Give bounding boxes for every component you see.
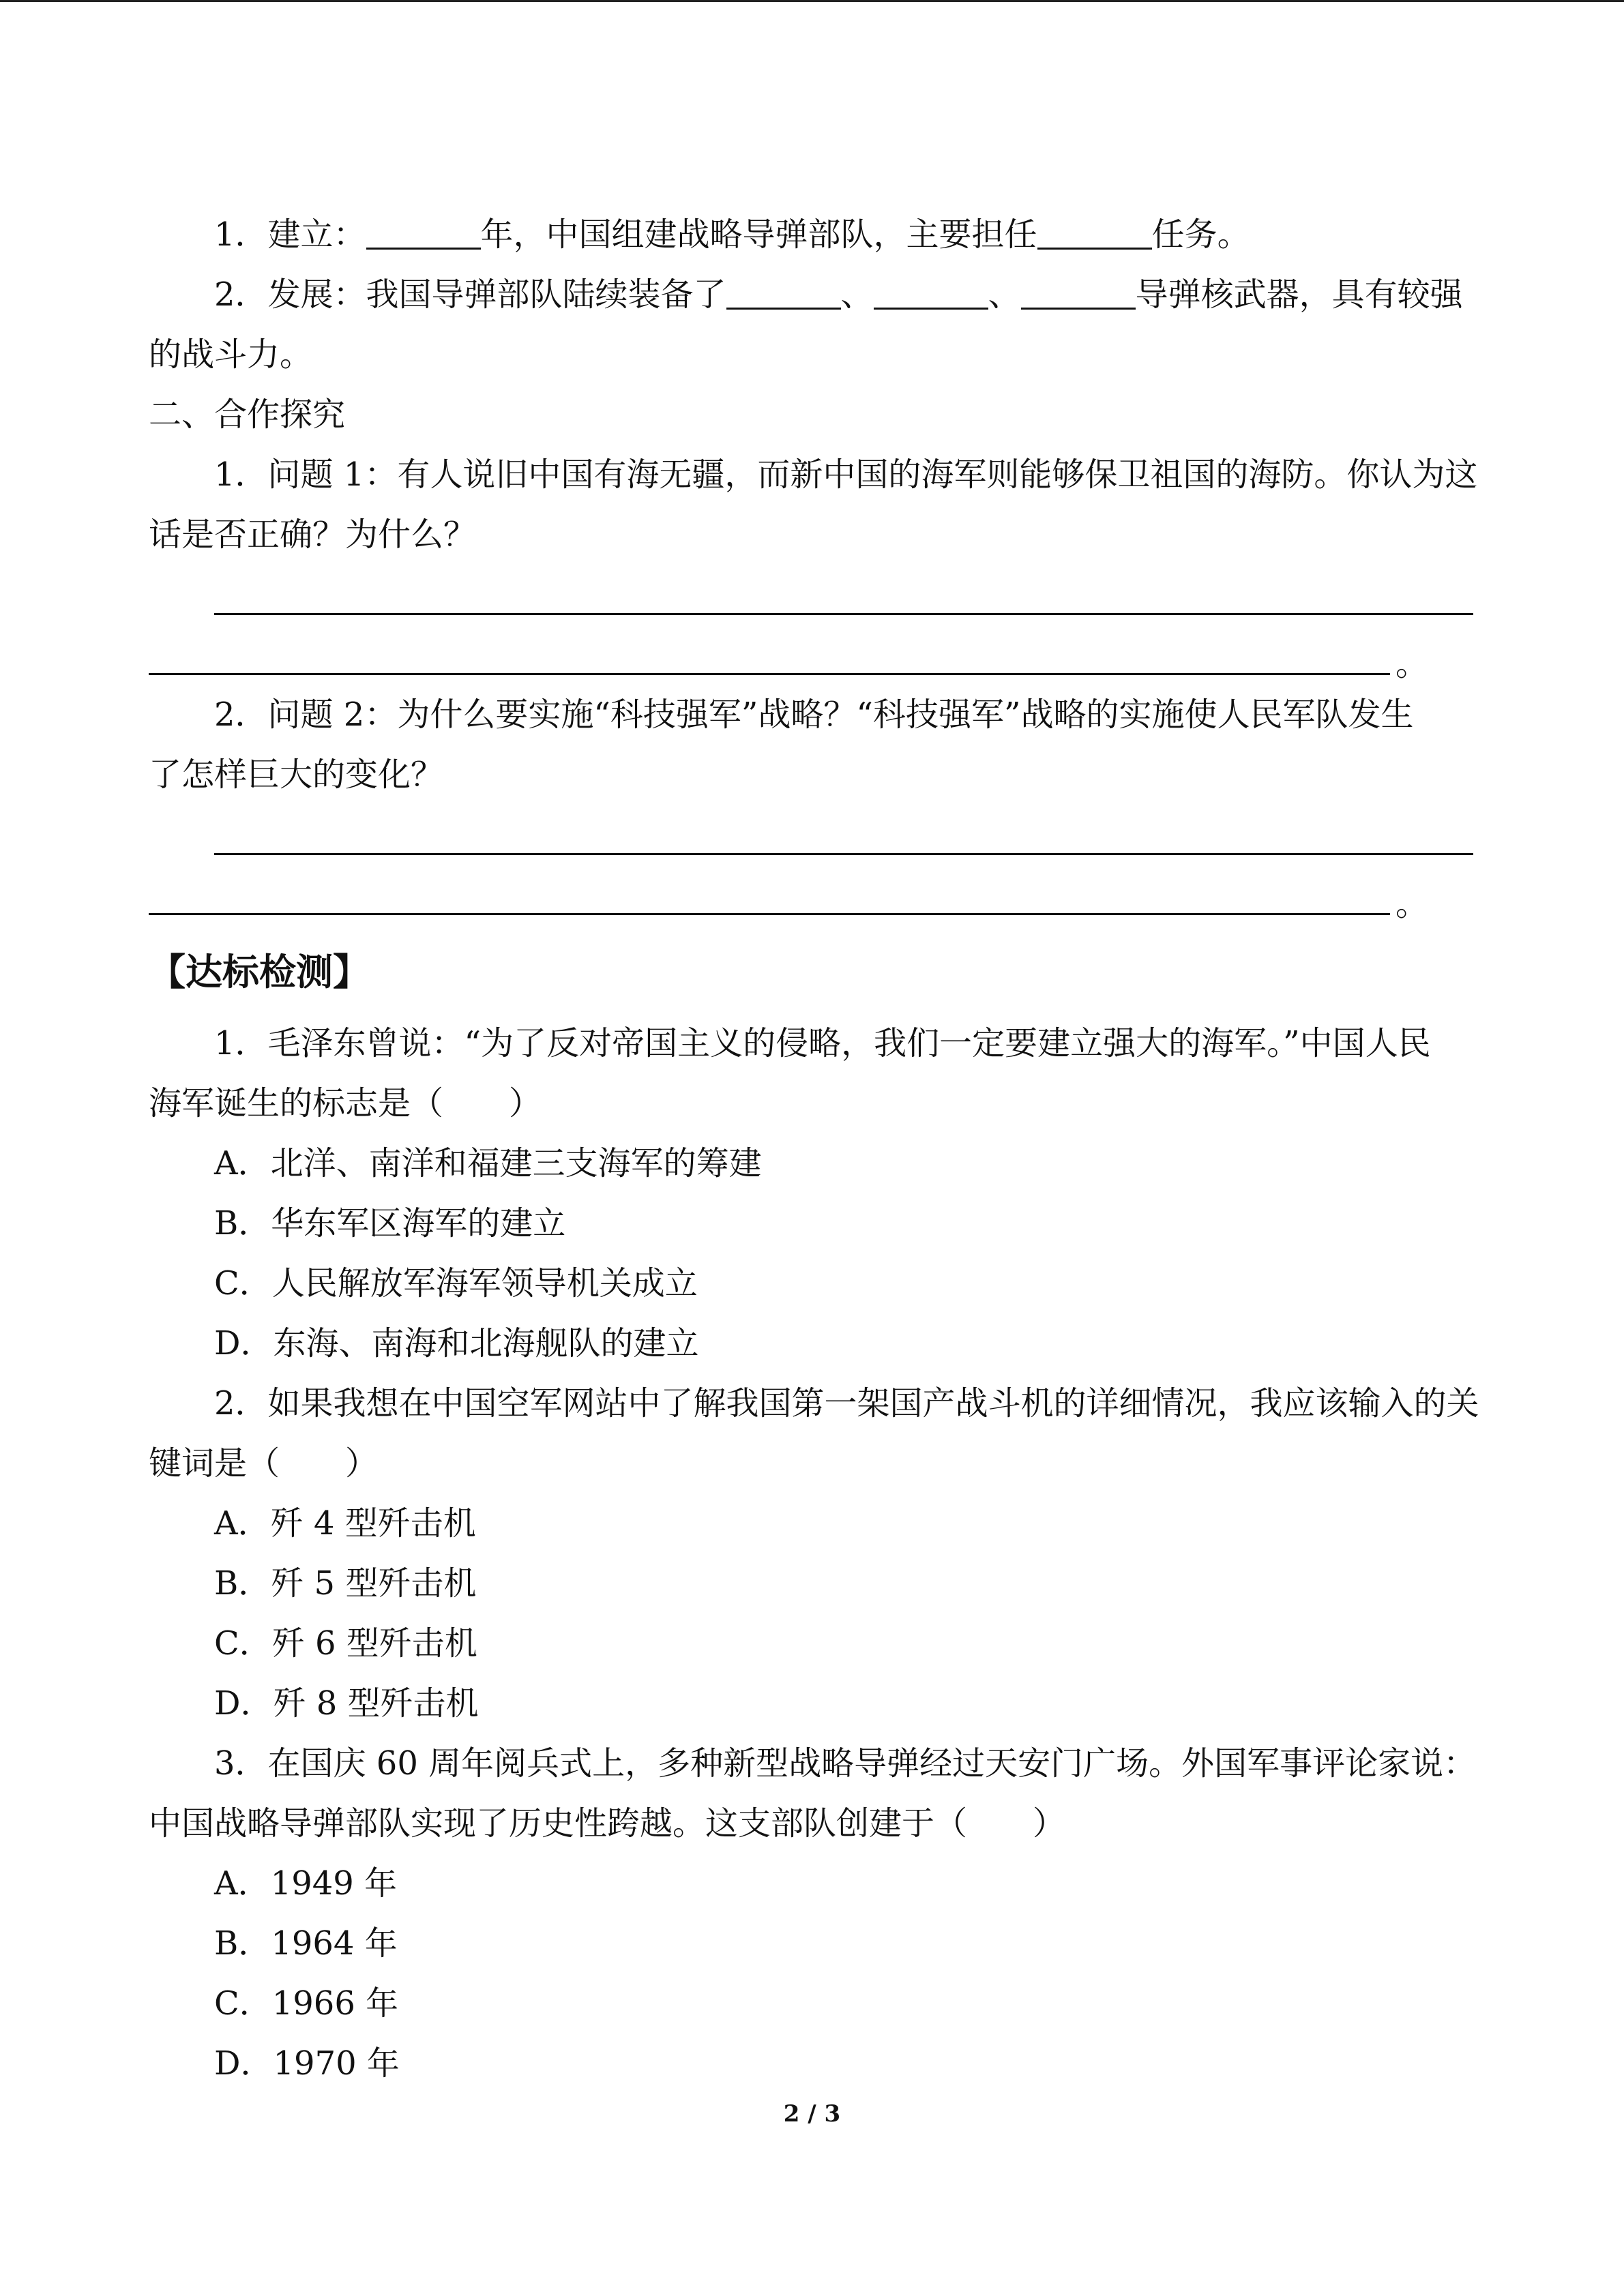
test-q3-option-c[interactable]: C．1966 年 <box>214 1984 399 2023</box>
end-mark: 。 <box>1396 645 1429 683</box>
fill-item-2-cont: 的战斗力。 <box>149 336 313 374</box>
separator: 、 <box>840 275 874 314</box>
answer-line-1a[interactable] <box>149 565 1473 625</box>
test-q2-option-a[interactable]: A．歼 4 型歼击机 <box>214 1504 476 1542</box>
test-q3-option-d[interactable]: D．1970 年 <box>214 2044 400 2083</box>
test-q1-line-1: 1．毛泽东曾说：“为了反对帝国主义的侵略，我们一定要建立强大的海军。”中国人民 <box>214 1024 1431 1062</box>
test-q2-line-2: 键词是（ ） <box>149 1444 379 1482</box>
blank-missile-2[interactable] <box>874 272 988 310</box>
question-1-line-1: 1．问题 1：有人说旧中国有海无疆，而新中国的海军则能够保卫祖国的海防。你认为这 <box>214 456 1478 494</box>
test-q1-line-2: 海军诞生的标志是（ ） <box>149 1084 542 1122</box>
worksheet-content <box>149 205 1479 2093</box>
fill-item-1-text: 年，中国组建战略导弹部队，主要担任 <box>480 215 1037 254</box>
blank-task[interactable] <box>1037 212 1152 250</box>
end-mark: 。 <box>1396 885 1429 923</box>
question-1-line-2: 话是否正确？为什么？ <box>149 516 477 554</box>
test-q3-line-2: 中国战略导弹部队实现了历史性跨越。这支部队创建于（ ） <box>149 1804 1066 1843</box>
blank-missile-3[interactable] <box>1021 272 1136 310</box>
test-q1-option-c[interactable]: C．人民解放军海军领导机关成立 <box>214 1264 698 1302</box>
page-number: 2 / 3 <box>783 2100 841 2128</box>
blank-missile-1[interactable] <box>726 272 841 310</box>
test-q3-line-1: 3．在国庆 60 周年阅兵式上，多种新型战略导弹经过天安门广场。外国军事评论家说： <box>214 1744 1477 1783</box>
test-q2-line-1: 2．如果我想在中国空军网站中了解我国第一架国产战斗机的详细情况，我应该输入的关 <box>214 1384 1479 1422</box>
test-section-title: 【达标检测】 <box>149 951 370 994</box>
fill-item-2-label: 2．发展：我国导弹部队陆续装备了 <box>214 275 726 314</box>
test-q2-option-b[interactable]: B．歼 5 型歼击机 <box>214 1564 477 1602</box>
test-q1-option-b[interactable]: B．华东军区海军的建立 <box>214 1204 566 1242</box>
cooperation-heading: 二、合作探究 <box>149 396 346 434</box>
fill-item-1 <box>149 205 1473 265</box>
test-q3-option-a[interactable]: A．1949 年 <box>214 1864 398 1903</box>
test-q1-option-d[interactable]: D．东海、南海和北海舰队的建立 <box>214 1324 699 1362</box>
question-2-line-1: 2．问题 2：为什么要实施“科技强军”战略？“科技强军”战略的实施使人民军队发生 <box>214 696 1414 734</box>
test-q2-option-c[interactable]: C．歼 6 型歼击机 <box>214 1624 477 1663</box>
page-top-border <box>0 0 1624 2</box>
question-2-line-2: 了怎样巨大的变化？ <box>149 756 444 794</box>
fill-item-1-end: 任务。 <box>1151 215 1250 254</box>
answer-line-2a[interactable] <box>149 805 1473 865</box>
blank-year[interactable] <box>366 212 481 250</box>
separator: 、 <box>988 275 1021 314</box>
test-q1-option-a[interactable]: A．北洋、南洋和福建三支海军的筹建 <box>214 1144 762 1182</box>
fill-item-2-text: 导弹核武器，具有较强 <box>1135 275 1463 314</box>
answer-line-2b[interactable] <box>149 865 1473 925</box>
fill-item-1-label: 1．建立： <box>214 215 366 254</box>
fill-item-2 <box>149 265 1473 325</box>
answer-line-1b[interactable] <box>149 625 1473 685</box>
test-q3-option-b[interactable]: B．1964 年 <box>214 1924 398 1963</box>
test-q2-option-d[interactable]: D．歼 8 型歼击机 <box>214 1684 479 1723</box>
